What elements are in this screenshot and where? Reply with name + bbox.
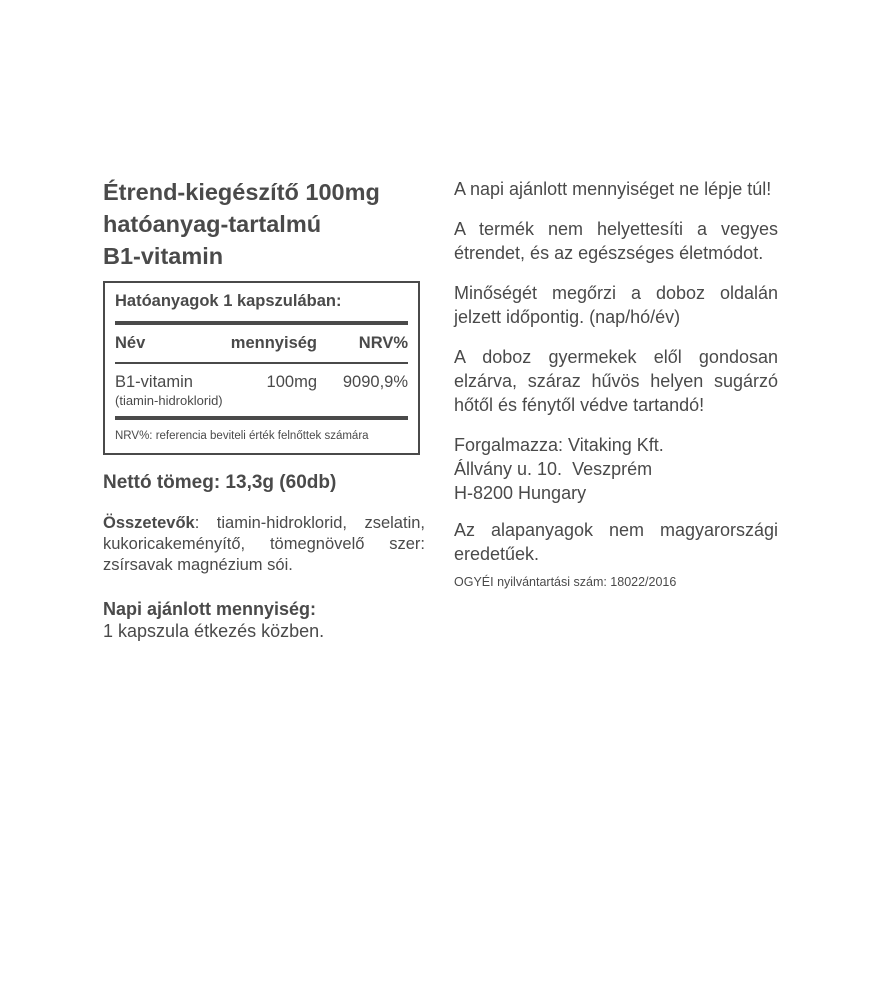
distributor-line: Forgalmazza: Vitaking Kft. (454, 435, 664, 455)
net-weight: Nettó tömeg: 13,3g (60db) (103, 472, 337, 493)
origin-note: Az alapanyagok nem magyarországi eredetűek. (454, 520, 778, 564)
distributor-line: Állvány u. 10. Veszprém (454, 459, 653, 479)
column-header-name: Név (115, 334, 146, 352)
registration-number: OGYÉI nyilvántartási szám: 18022/2016 (454, 575, 677, 589)
ingredient-name: B1-vitamin (115, 373, 193, 391)
best-before-note: Minőségét megőrzi a doboz oldalán jelzett időpontig. (nap/hó/év) (454, 283, 778, 327)
storage-note: A doboz gyermekek elől gondosan elzárva, száraz hűvös helyen sugárzó hőtől és fénytől védve tartandó! (454, 347, 778, 415)
title-line: hatóanyag-tartalmú (103, 211, 322, 237)
distributor-line: H-8200 Hungary (454, 483, 587, 503)
panel-heading: Hatóanyagok 1 kapszulában: (115, 292, 342, 310)
active-ingredients-panel (103, 281, 420, 455)
ingredient-amount: 100mg (266, 373, 317, 391)
ingredient-row (115, 372, 408, 392)
panel-header-row (115, 332, 408, 356)
column-header-amount: mennyiség (230, 334, 317, 352)
product-title (103, 176, 425, 272)
column-header-nrv: NRV% (358, 334, 408, 352)
ingredients-text (103, 513, 425, 576)
warning-dose: A napi ajánlott mennyiséget ne lépje túl! (454, 179, 772, 199)
panel-divider (115, 362, 408, 364)
daily-dose-text: 1 kapszula étkezés közben. (103, 621, 325, 641)
panel-divider-thick (115, 416, 408, 420)
panel-divider-thick (115, 321, 408, 325)
title-line: B1-vitamin (103, 243, 224, 269)
left-column (103, 176, 425, 642)
distributor-address (454, 433, 778, 505)
ingredients-list: : tiamin-hidroklorid, zselatin, kukoricakeményítő, tömegnövelő szer: zsírsavak magnézium sói. (103, 514, 425, 574)
ingredient-subname: (tiamin-hidroklorid) (115, 393, 223, 408)
ingredients-label: Összetevők (103, 514, 195, 532)
ingredient-nrv: 9090,9% (342, 373, 408, 391)
nrv-footnote: NRV%: referencia beviteli érték felnőttek számára (115, 430, 369, 442)
title-line: Étrend-kiegészítő 100mg (103, 179, 380, 205)
right-column (454, 177, 778, 590)
daily-dose-heading: Napi ajánlott mennyiség: (103, 599, 317, 619)
warning-diet: A termék nem helyettesíti a vegyes étrendet, és az egészséges életmódot. (454, 219, 778, 263)
